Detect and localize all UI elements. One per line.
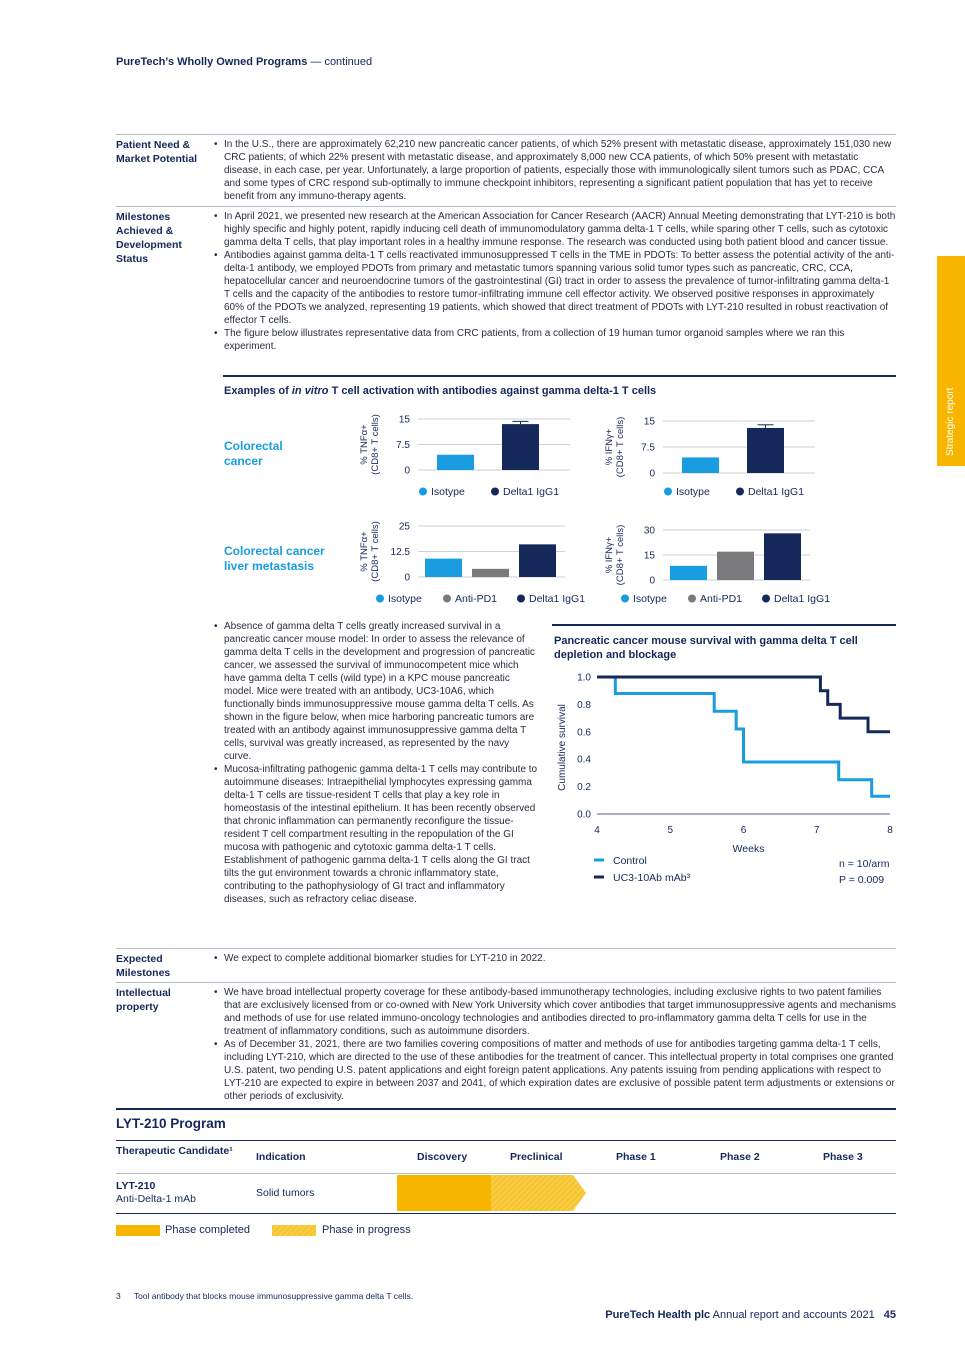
legend-label: Control — [613, 855, 647, 867]
side-tab[interactable] — [937, 256, 965, 466]
section-label-milestones: Milestones Achieved & Development Status — [116, 211, 182, 265]
y-axis-label — [604, 417, 626, 478]
divider — [116, 1173, 896, 1174]
y-tick-label: 12.5 — [390, 547, 410, 558]
section-label-expected: Expected Milestones — [116, 953, 171, 979]
y-tick-label: 1.0 — [577, 672, 591, 684]
x-tick-label: 4 — [594, 825, 600, 836]
header-candidate: Therapeutic Candidate¹ — [116, 1145, 233, 1157]
survival-title-line: depletion and blockage — [554, 649, 677, 661]
header-phase3: Phase 3 — [823, 1151, 863, 1163]
figure1-row1-label: Colorectal cancer — [224, 439, 283, 468]
bullet: • We expect to complete additional biomarker studies for LYT-210 in 2022. — [213, 952, 896, 965]
program-title: LYT-210 Program — [116, 1116, 226, 1131]
legend-completed-swatch — [116, 1225, 160, 1236]
bar — [519, 544, 556, 577]
figure1-title-post: T cell activation with antibodies against gamma delta-1 T cells — [328, 385, 657, 397]
legend-progress-swatch — [272, 1225, 316, 1236]
bar — [747, 428, 784, 473]
legend-label: Isotype — [633, 593, 667, 605]
divider — [116, 206, 896, 207]
y-tick-label: 0.2 — [577, 782, 591, 794]
divider — [116, 982, 896, 983]
y-tick-label: 7.5 — [641, 442, 655, 454]
legend-dot — [621, 595, 629, 603]
indication-value: Solid tumors — [256, 1187, 315, 1199]
milestones-bullets — [213, 210, 896, 353]
y-axis-label-line: (CD8+ T cells) — [615, 524, 626, 586]
header-discovery: Discovery — [417, 1151, 468, 1163]
bar — [502, 424, 539, 470]
legend-label: UC3-10Ab mAb³ — [613, 872, 691, 884]
y-tick-label: 30 — [643, 525, 655, 537]
bar — [437, 455, 474, 470]
x-axis-label: Weeks — [732, 843, 765, 855]
bullet: • Antibodies against gamma delta-1 T cells reactivated immunosuppressed T cells in the TME in PDOTs: To better assess the potential activity of the anti-delta-1 antibody, we employed PDOTs from primary and metastatic tumors spanning various solid tumor types such as pancreatic, CRC, CCA, hepatocellular cancer and neuroendocrine tumors of the gastrointestinal (GI) tract in order to assess the prevalence of tumor-infiltrating gamma delta-1 T cells and the capacity of the antibodies to restore tumor-infiltrating immune cell effector activity. We observed positive responses in approximately 60% of the PDOTs we analyzed, representing 19 patients, which showed that direct treatment of PDOTs with LYT-210 resulted in robust reactivation of effector T cells. — [213, 249, 896, 327]
section-label-ip: Intellectual property — [116, 987, 171, 1013]
y-tick-label: 0 — [649, 468, 655, 480]
lower-left-bullets — [213, 620, 538, 906]
bullet: • Absence of gamma delta T cells greatly increased survival in a pancreatic cancer mouse model: In order to assess the relevance of gamma delta T cells in the development and progression of pancreatic cancer, we assessed the survival of immunocompetent mice which have gamma delta T cells (wild type) in a KPC mouse pancreatic model. Mice were treated with an antibody, UC3-10A6, which functionally binds immunosuppressive mouse gamma delta T cells. As shown in the figure below, when mice harboring pancreatic tumors are treated with an antibody against immunosuppressive gamma delta T cells, survival was greatly increased, as represented by the navy curve. — [213, 620, 538, 763]
page-number: 45 — [883, 1309, 896, 1321]
divider — [116, 134, 896, 135]
y-axis-label-line: % TNFα+ — [359, 424, 370, 465]
figure-rule — [223, 375, 896, 377]
survival-title — [554, 635, 858, 661]
y-tick-label: 0.0 — [577, 809, 591, 821]
annotation: n = 10/arm — [839, 858, 890, 870]
bullet: • In April 2021, we presented new research at the American Association for Cancer Research (AACR) Annual Meeting demonstrating that LYT-210 is both highly specific and highly potent, rapidly inducing cell death of immunomodulatory gamma delta-1 T cells, while sparing other T cells, such as cytotoxic gamma delta T cells, that play important roles in a healthy immune response. The research was conducted using both patient blood and cancer tissue. — [213, 210, 896, 249]
patient-need-bullets — [213, 138, 896, 203]
y-axis-label — [359, 414, 381, 475]
bullet: • In the U.S., there are approximately 62,210 new pancreatic cancer patients, of which 52% present with metastatic disease, approximately 151,030 new CRC patients, of which 22% present with metastatic disease, and approximately 8,000 new CCA patients, of which 50% present with metastatic disease, in each case, per year. Unfortunately, a large proportion of patients, especially those with immunologically silent tumors such as PDAC, CCA and some types of CRC respond sub-optimally to immune checkpoint inhibitors, representing a significant patient population that has yet to receive benefit from any immuno-therapy agents. — [213, 138, 896, 203]
y-tick-label: 0 — [404, 572, 410, 584]
y-tick-label: 0 — [649, 575, 655, 587]
figure1-row2-label: Colorectal cancer liver metastasis — [224, 544, 325, 573]
footer-company: PureTech Health plc — [605, 1309, 711, 1321]
series-line — [597, 677, 890, 732]
y-axis-label-line: (CD8+ T cells) — [370, 521, 381, 582]
progress-in-progress-segment — [491, 1175, 586, 1211]
legend-dot — [762, 595, 770, 603]
legend-label: Isotype — [676, 486, 710, 498]
divider — [116, 1213, 896, 1214]
running-header-bold: PureTech’s Wholly Owned Programs — [116, 56, 308, 68]
legend-dot — [736, 488, 744, 496]
y-axis-label-line: (CD8+ T cells) — [615, 416, 626, 478]
y-axis-label — [604, 525, 626, 586]
bar-chart-crc-ifng — [600, 405, 840, 500]
header-preclinical: Preclinical — [510, 1151, 563, 1163]
bar-chart-crc-tnfa — [355, 405, 595, 500]
footnote-text: Tool antibody that blocks mouse immunosuppressive gamma delta T cells. — [133, 1291, 414, 1301]
divider — [116, 1108, 896, 1110]
y-axis-label: Cumulative survival — [557, 704, 568, 791]
legend-dot — [688, 595, 696, 603]
legend-label: Isotype — [431, 486, 465, 498]
candidate-sub: Anti-Delta-1 mAb — [116, 1193, 196, 1205]
figure1-title-italic: in vitro — [291, 385, 329, 397]
x-tick-label: 7 — [813, 825, 820, 836]
bar — [425, 559, 462, 577]
legend-label: Delta1 IgG1 — [503, 486, 560, 498]
legend-label: Delta1 IgG1 — [748, 486, 805, 498]
divider — [116, 948, 896, 949]
y-tick-label: 25 — [398, 521, 410, 533]
bullet: • Mucosa-infiltrating pathogenic gamma delta-1 T cells may contribute to autoimmune diseases: Intraepithelial lymphocytes expressing gamma delta-1 T cells are tissue-resident T cells that play a key role in homeostasis of the intestinal epithelium. It has been recently observed that chronic inflammation can permanently reconfigure the tissue-resident T cell compartment resulting in the repopulation of the GI mucosa with pathogenic and cytotoxic gamma delta-1 T cells. Establishment of pathogenic gamma delta-1 T cells along the GI tract tilts the gut environment towards a chronic inflammatory state, contributing to the pathophysiology of GI tract and inflammatory diseases, such as refractory celiac disease. — [213, 763, 538, 906]
progress-arrow — [397, 1175, 589, 1211]
y-tick-label: 0.6 — [577, 727, 591, 739]
expected-bullets — [213, 952, 896, 965]
bar — [682, 457, 719, 473]
legend-dot — [664, 488, 672, 496]
legend-label: Delta1 IgG1 — [774, 593, 831, 605]
running-header-rest: — continued — [307, 56, 373, 68]
page-footer — [605, 1309, 896, 1321]
x-tick-label: 8 — [887, 825, 893, 836]
bullet: • We have broad intellectual property coverage for these antibody-based immunotherapy technologies, including exclusive rights to two patent families that are exclusively licensed from or co-owned with New York University which cover antibodies that target immunosuppressive agents and mechanisms and methods of use for use related immuno-oncology technologies and antibodies directed to pro-inflammatory gamma delta T cells for use in the treatment of inflammatory conditions, such as autoimmune disorders. — [213, 986, 896, 1038]
survival-chart — [552, 630, 898, 890]
legend-label: Delta1 IgG1 — [529, 593, 586, 605]
y-axis-label-line: % IFNγ+ — [604, 536, 615, 574]
legend-progress-label: Phase in progress — [322, 1224, 411, 1236]
bar — [717, 552, 754, 580]
y-tick-label: 15 — [643, 550, 655, 562]
y-axis-label-line: % TNFα+ — [359, 531, 370, 572]
header-phase2: Phase 2 — [720, 1151, 760, 1163]
survival-title-line: Pancreatic cancer mouse survival with gamma delta T cell — [554, 635, 858, 647]
y-tick-label: 0.4 — [577, 754, 591, 766]
legend-label: Anti-PD1 — [455, 593, 498, 605]
y-tick-label: 7.5 — [396, 440, 410, 451]
bar-chart-crclm-ifng — [600, 510, 845, 610]
bar — [670, 566, 707, 580]
header-phase1: Phase 1 — [616, 1151, 656, 1163]
legend-dot — [376, 595, 384, 603]
y-tick-label: 15 — [398, 414, 410, 426]
footnote — [116, 1291, 413, 1301]
y-tick-label: 0 — [404, 465, 410, 477]
header-indication: Indication — [256, 1151, 306, 1163]
x-tick-label: 5 — [667, 825, 674, 836]
y-tick-label: 0.8 — [577, 699, 591, 711]
legend-dot — [491, 488, 499, 496]
figure1-title-pre: Examples of — [224, 385, 292, 397]
bar — [764, 533, 801, 580]
series-line — [597, 677, 890, 796]
legend-label: Anti-PD1 — [700, 593, 743, 605]
figure1-title — [224, 385, 656, 397]
running-header — [116, 56, 372, 68]
progress-completed-segment — [397, 1175, 491, 1211]
footnote-number: 3 — [116, 1291, 121, 1301]
legend-dot — [443, 595, 451, 603]
y-axis-label-line: (CD8+ T cells) — [370, 414, 381, 475]
bullet: • The figure below illustrates representative data from CRC patients, from a collection of 19 human tumor organoid samples where we ran this experiment. — [213, 327, 896, 353]
bullet: • As of December 31, 2021, there are two families covering compositions of matter and methods of use for antibodies targeting gamma delta-1 T cells, including LYT-210, which are directed to the use of these antibodies for the treatment of cancer. This intellectual property in total comprises one granted U.S. patent, two pending U.S. patent applications and eight foreign patent applications. Any patents issuing from pending applications with respect to LYT-210 are expected to expire in between 2037 and 2041, of which expiration dates are exclusive of possible patent term adjustments or extensions or other periods of exclusivity. — [213, 1038, 896, 1103]
x-tick-label: 6 — [740, 825, 747, 836]
bar-chart-crclm-tnfa — [355, 510, 600, 610]
bar — [472, 569, 509, 577]
legend-completed-label: Phase completed — [165, 1224, 250, 1236]
legend-label: Isotype — [388, 593, 422, 605]
survival-rule — [552, 624, 896, 626]
y-axis-label-line: % IFNγ+ — [604, 428, 615, 466]
annotation: P = 0.009 — [839, 874, 885, 886]
legend-dot — [517, 595, 525, 603]
y-tick-label: 15 — [643, 416, 655, 428]
footer-report: Annual report and accounts 2021 — [712, 1309, 875, 1321]
candidate-name: LYT-210 — [116, 1180, 156, 1192]
side-tab-label: Strategic report — [945, 387, 956, 456]
y-axis-label — [359, 521, 381, 582]
ip-bullets — [213, 986, 896, 1103]
section-label-patient-need: Patient Need & Market Potential — [116, 139, 198, 165]
legend-dot — [419, 488, 427, 496]
divider — [116, 1140, 896, 1141]
